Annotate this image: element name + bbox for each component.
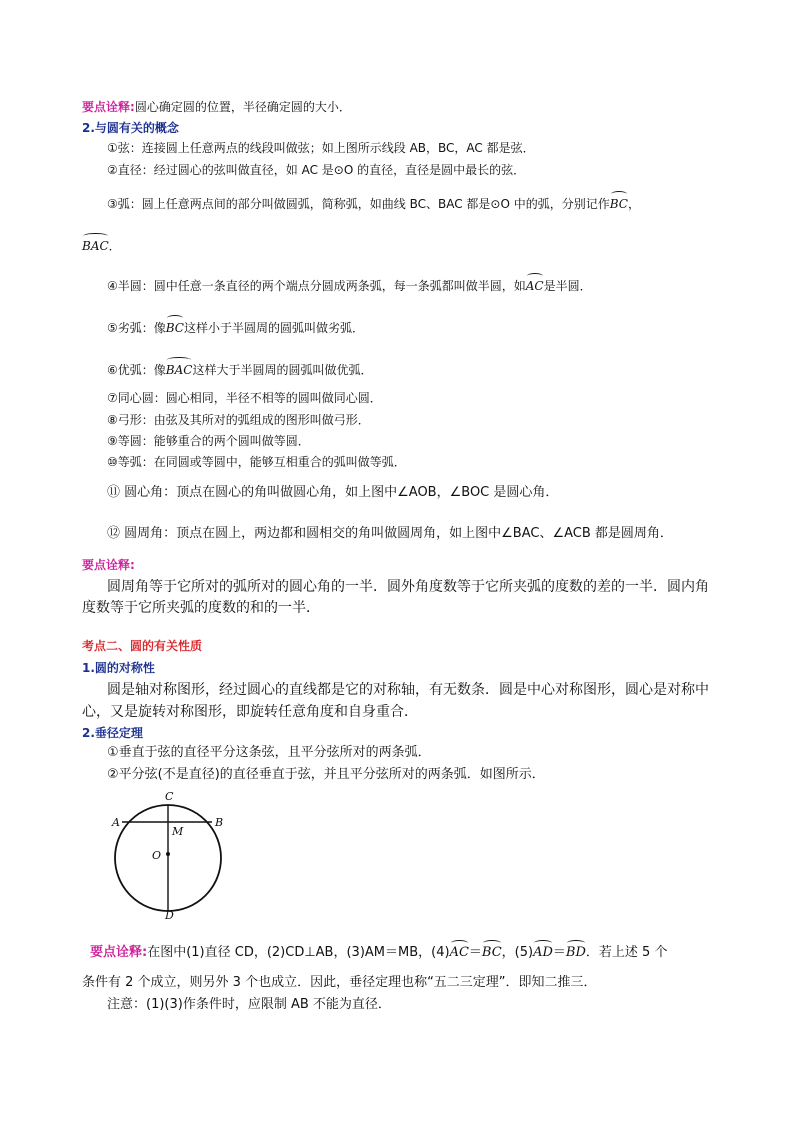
label-a: A [112,816,120,829]
note-3-eq-2: ＝ [552,945,566,960]
note-3-line-2: 条件有 2 个成立，则另外 3 个也成立．因此，垂径定理也称“五二三定理”．即知二推三． [82,975,597,990]
item-semicircle-post: 是半圆． [543,279,592,293]
item-major-arc-text: ⑥优弧：像 [107,363,166,377]
note-3-label: 要点诠释: [90,945,148,960]
note-3-eq-1: ＝ [468,945,482,960]
note-3-mid: ，(5) [501,945,534,960]
center-point [166,852,170,856]
item-arc-text: ③弧：圆上任意两点间的部分叫做圆弧，简称弧，如曲线 BC、BAC 都是⊙O 中的弧，分别记作 [107,197,610,211]
note-2-label: 要点诠释: [82,558,135,572]
arc-symbol-bc-note: BC [482,943,502,963]
label-o: O [152,849,162,862]
note-1 [82,97,734,117]
arc-symbol-ac-note: AC [450,943,469,963]
arc-symbol-bd-note: BD [566,943,586,963]
note-1-text: 圆心确定圆的位置，半径确定圆的大小． [134,100,351,114]
section-title-circle-properties: 考点二、圆的有关性质 [82,639,203,653]
label-b: B [215,816,224,829]
item-equal-arc: ⑩等弧：在同圆或等圆中，能够互相重合的弧叫做等弧． [107,455,406,469]
item-inscribed-angle: ⑫ 圆周角：顶点在圆上，两边都和圆相交的角叫做圆周角，如上图中∠BAC、∠ACB 都是圆周角． [107,526,673,541]
item-concentric: ⑦同心圆：圆心相同，半径不相等的圆叫做同心圆． [107,391,382,405]
item-chord: ①弦：连接圆上任意两点的线段叫做弦；如上图所示线段 AB，BC，AC 都是弦． [107,141,535,155]
circle-diagram [108,786,226,920]
item-minor-arc-text: ⑤劣弧：像 [107,321,166,335]
arc-symbol-bac: BAC [82,236,109,256]
label-m: M [172,825,184,838]
theorem-2: ②平分弦(不是直径)的直径垂直于弦，并且平分弦所对的两条弧．如图所示． [107,767,545,782]
note-3 [90,943,734,963]
item-arc-end: ． [108,239,121,253]
arc-symbol-bc: BC [610,194,628,214]
item-central-angle: ⑪ 圆心角：顶点在圆心的角叫做圆心角，如上图中∠AOB，∠BOC 是圆心角． [107,485,559,500]
note-3-text: 在图中(1)直径 CD，(2)CD⊥AB，(3)AM＝MB，(4) [147,945,450,960]
heading-circle-concepts: 2.与圆有关的概念 [82,121,179,135]
arc-symbol-bac-major: BAC [166,360,193,380]
arc-symbol-ac: AC [526,276,544,296]
caution-note: 注意：(1)(3)作条件时，应限制 AB 不能为直径． [107,997,391,1012]
note-2-line-2: 度数等于它所夹弧的度数的和的一半． [82,600,320,616]
symmetry-line-2: 心，又是旋转对称图形，即旋转任意角度和自身重合． [82,704,418,720]
item-major-arc [107,360,734,380]
note-2-line-1: 圆周角等于它所对的弧所对的圆心角的一半．圆外角度数等于它所夹弧的度数的差的一半．圆内角 [107,579,709,595]
item-arc-comma: ， [627,197,640,211]
note-3-post: ．若上述 5 个 [585,945,668,960]
label-c: C [165,790,174,803]
label-d: D [165,909,174,920]
item-semicircle [107,276,734,296]
item-major-arc-post: 这样大于半圆周的圆弧叫做优弧． [192,363,373,377]
item-minor-arc-post: 这样小于半圆周的圆弧叫做劣弧． [184,321,365,335]
item-arc [107,194,734,214]
symmetry-line-1: 圆是轴对称图形，经过圆心的直线都是它的对称轴，有无数条．圆是中心对称图形，圆心是对称中 [107,682,709,698]
theorem-1: ①垂直于弦的直径平分这条弦，且平分弦所对的两条弧． [107,745,431,760]
sub-heading-perpendicular-theorem: 2.垂径定理 [82,726,143,740]
item-semicircle-text: ④半圆：圆中任意一条直径的两个端点分圆成两条弧，每一条弧都叫做半圆，如 [107,279,526,293]
sub-heading-symmetry: 1.圆的对称性 [82,661,155,675]
item-minor-arc [107,318,734,338]
arc-symbol-ad-note: AD [533,943,553,963]
item-equal-circle: ⑨等圆：能够重合的两个圆叫做等圆． [107,434,310,448]
item-diameter: ②直径：经过圆心的弦叫做直径，如 AC 是⊙O 的直径，直径是圆中最长的弦． [107,163,526,177]
item-arc-cont [82,236,734,256]
arc-symbol-bc-minor: BC [166,318,184,338]
note-1-label: 要点诠释: [82,100,135,114]
item-segment: ⑧弓形：由弦及其所对的弧组成的图形叫做弓形． [107,413,370,427]
